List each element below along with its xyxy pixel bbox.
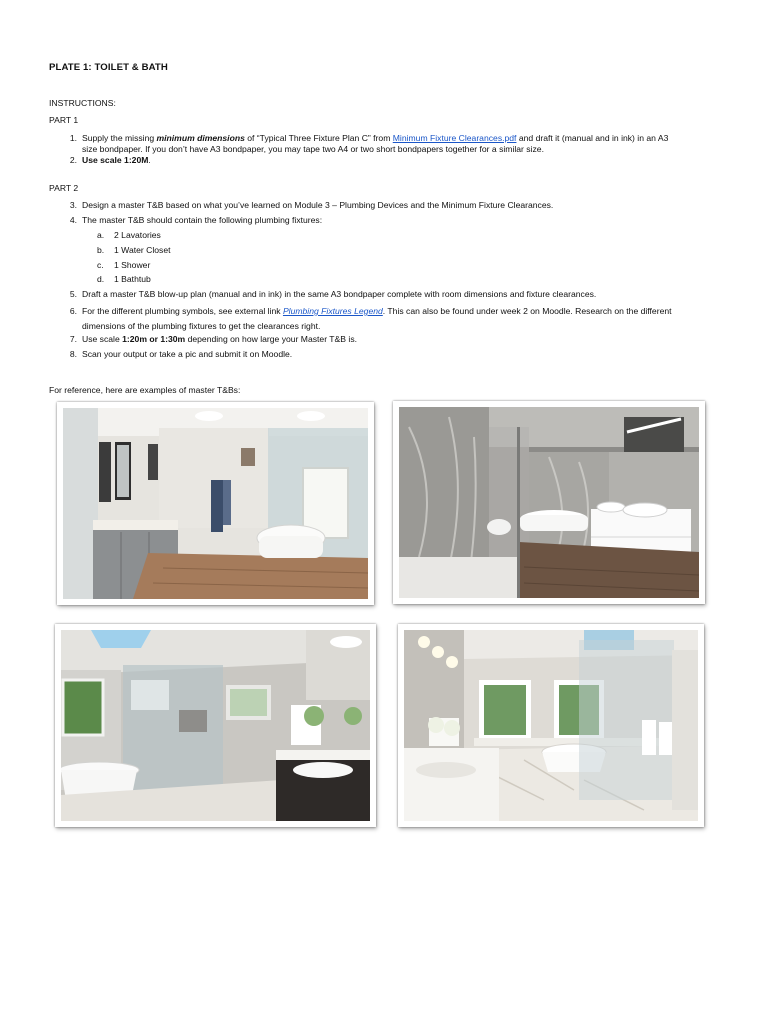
scale-text: 1:20m or 1:30m bbox=[122, 334, 186, 344]
item-text: 1 Shower bbox=[114, 260, 151, 270]
item-number: 2. bbox=[69, 155, 77, 165]
reference-text: For reference, here are examples of master T&Bs: bbox=[49, 385, 241, 395]
part2-label: PART 2 bbox=[49, 183, 79, 193]
bathroom-image-3 bbox=[61, 630, 370, 821]
item-text bbox=[82, 304, 715, 334]
item-text-line2: size bondpaper. If you don’t have A3 bondpaper, you may tape two A4 or two short bondpapers together for a similar size. bbox=[82, 144, 544, 154]
item-text-line2: dimensions of the plumbing fixtures to get the clearances right. bbox=[82, 321, 321, 331]
item-text: Draft a master T&B blow-up plan (manual and in ink) in the same A3 bondpaper complete with room dimensions and fixture clearances. bbox=[82, 289, 597, 299]
part1-label: PART 1 bbox=[49, 115, 79, 125]
item-text-post: depending on how large your Master T&B is. bbox=[185, 334, 357, 344]
item-letter: c. bbox=[97, 260, 104, 270]
page-title: PLATE 1: TOILET & BATH bbox=[49, 62, 168, 73]
bathroom-image-1 bbox=[63, 408, 368, 599]
item-text: 1 Bathtub bbox=[114, 274, 151, 284]
bathroom-image-4 bbox=[404, 630, 698, 821]
item-text-mid: of “Typical Three Fixture Plan C” from bbox=[244, 133, 393, 143]
item-number: 8. bbox=[69, 349, 77, 359]
item-text-pre: Use scale bbox=[82, 334, 123, 344]
item-text-post: . This can also be found under week 2 on Moodle. Research on the different bbox=[382, 306, 672, 316]
item-number: 4. bbox=[69, 215, 77, 225]
item-text: 1 Water Closet bbox=[114, 245, 171, 255]
bathroom-photo-1 bbox=[57, 402, 374, 605]
item-text-post: and draft it (manual and in ink) in an A3 bbox=[516, 133, 669, 143]
item-text: Design a master T&B based on what you’ve learned on Module 3 – Plumbing Devices and the Minimum Fixture Clearances. bbox=[82, 200, 554, 210]
item-number: 3. bbox=[69, 200, 77, 210]
item-text-post: . bbox=[148, 155, 151, 165]
item-text: The master T&B should contain the following plumbing fixtures: bbox=[82, 215, 323, 225]
item-number: 1. bbox=[69, 133, 77, 143]
item-text bbox=[82, 155, 715, 166]
instructions-label: INSTRUCTIONS: bbox=[49, 98, 116, 108]
item-text-pre: For the different plumbing symbols, see external link bbox=[82, 306, 283, 316]
item-number: 7. bbox=[69, 334, 77, 344]
plumbing-fixtures-legend-link[interactable]: Plumbing Fixtures Legend bbox=[282, 306, 383, 316]
item-letter: d. bbox=[97, 274, 105, 284]
scale-text: Use scale 1:20M bbox=[82, 155, 149, 165]
item-text bbox=[82, 133, 715, 155]
bathroom-photo-4 bbox=[398, 624, 704, 827]
item-letter: b. bbox=[97, 245, 105, 255]
item-text: 2 Lavatories bbox=[114, 230, 161, 240]
item-letter: a. bbox=[97, 230, 105, 240]
item-text: Scan your output or take a pic and submit it on Moodle. bbox=[82, 349, 293, 359]
item-text-pre: Supply the missing bbox=[82, 133, 157, 143]
item-number: 5. bbox=[69, 289, 77, 299]
item-number: 6. bbox=[69, 306, 77, 316]
item-text bbox=[82, 334, 715, 345]
bathroom-photo-2 bbox=[393, 401, 705, 604]
bathroom-photo-3 bbox=[55, 624, 376, 827]
minimum-fixture-clearances-link[interactable]: Minimum Fixture Clearances.pdf bbox=[392, 133, 517, 143]
bathroom-image-2 bbox=[399, 407, 699, 598]
emphasis-text: minimum dimensions bbox=[156, 133, 245, 143]
